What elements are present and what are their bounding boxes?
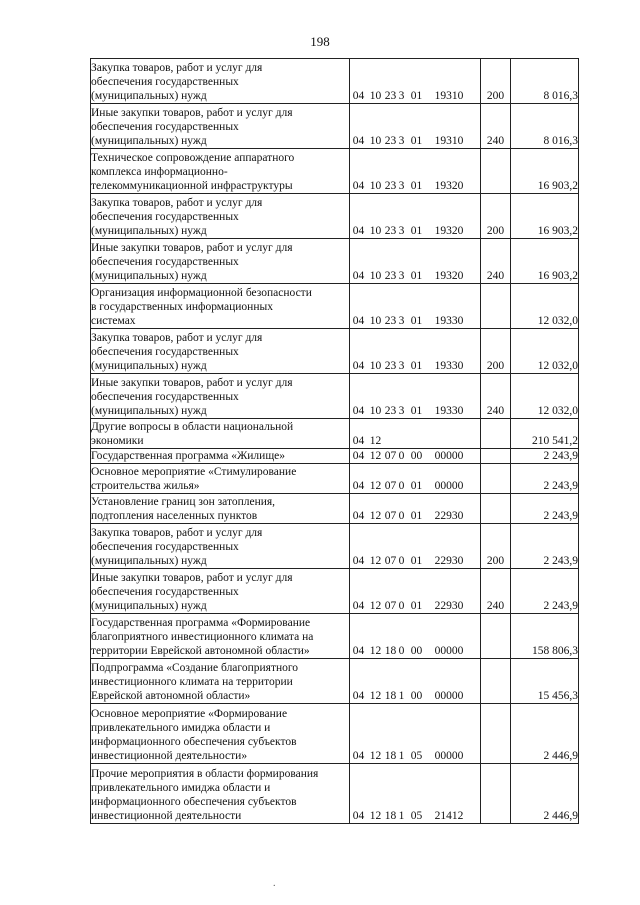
section-code: 04 bbox=[352, 405, 365, 417]
expense-type-code bbox=[481, 659, 511, 704]
amount-value: 12 032,0 bbox=[511, 329, 579, 374]
section-code: 04 bbox=[352, 690, 365, 702]
direction-code: 22930 bbox=[434, 510, 464, 522]
classification-code bbox=[350, 569, 481, 614]
amount-value: 16 903,2 bbox=[511, 239, 579, 284]
table-row bbox=[91, 449, 579, 464]
subprogram-code: 3 bbox=[398, 135, 405, 147]
table-row bbox=[91, 569, 579, 614]
item-name: Основное мероприятие «Стимулирование строительства жилья» bbox=[91, 464, 350, 494]
direction-code: 19310 bbox=[434, 135, 464, 147]
classification-code bbox=[350, 194, 481, 239]
expense-type-code bbox=[481, 764, 511, 824]
subsection-code: 12 bbox=[369, 750, 382, 762]
subprogram-code: 1 bbox=[398, 750, 405, 762]
main-event-code: 05 bbox=[410, 750, 423, 762]
amount-value: 16 903,2 bbox=[511, 194, 579, 239]
section-code: 04 bbox=[352, 135, 365, 147]
expense-type-code: 240 bbox=[481, 374, 511, 419]
table-row bbox=[91, 419, 579, 449]
classification-code bbox=[350, 704, 481, 764]
amount-value: 12 032,0 bbox=[511, 374, 579, 419]
classification-code bbox=[350, 419, 481, 449]
table-row bbox=[91, 704, 579, 764]
item-name: Иные закупки товаров, работ и услуг для обеспечения государственных (муниципальных) нужд bbox=[91, 569, 350, 614]
direction-code: 00000 bbox=[434, 750, 464, 762]
program-code: 07 bbox=[384, 555, 397, 567]
classification-code bbox=[350, 374, 481, 419]
classification-code bbox=[350, 59, 481, 104]
section-code: 04 bbox=[352, 360, 365, 372]
amount-value: 15 456,3 bbox=[511, 659, 579, 704]
subsection-code: 12 bbox=[369, 480, 382, 492]
section-code: 04 bbox=[352, 600, 365, 612]
program-code: 23 bbox=[384, 225, 397, 237]
table-row bbox=[91, 149, 579, 194]
section-code: 04 bbox=[352, 450, 365, 462]
direction-code: 00000 bbox=[434, 645, 464, 657]
main-event-code: 01 bbox=[410, 270, 423, 282]
amount-value: 2 446,9 bbox=[511, 764, 579, 824]
direction-code: 00000 bbox=[434, 690, 464, 702]
direction-code: 00000 bbox=[434, 480, 464, 492]
main-event-code: 01 bbox=[410, 180, 423, 192]
subsection-code: 12 bbox=[369, 450, 382, 462]
main-event-code: 00 bbox=[410, 690, 423, 702]
main-event-code: 01 bbox=[410, 555, 423, 567]
subsection-code: 10 bbox=[369, 405, 382, 417]
expense-type-code: 200 bbox=[481, 59, 511, 104]
subprogram-code: 3 bbox=[398, 180, 405, 192]
section-code: 04 bbox=[352, 270, 365, 282]
table-row bbox=[91, 614, 579, 659]
main-event-code: 01 bbox=[410, 600, 423, 612]
classification-code bbox=[350, 494, 481, 524]
amount-value: 2 243,9 bbox=[511, 494, 579, 524]
subprogram-code: 3 bbox=[398, 405, 405, 417]
item-name: Другие вопросы в области национальной экономики bbox=[91, 419, 350, 449]
table-row bbox=[91, 284, 579, 329]
section-code: 04 bbox=[352, 435, 365, 447]
direction-code: 19320 bbox=[434, 225, 464, 237]
item-name: Государственная программа «Жилище» bbox=[91, 449, 350, 464]
table-row bbox=[91, 464, 579, 494]
expense-type-code bbox=[481, 284, 511, 329]
item-name: Закупка товаров, работ и услуг для обеспечения государственных (муниципальных) нужд bbox=[91, 329, 350, 374]
expense-type-code bbox=[481, 464, 511, 494]
classification-code bbox=[350, 449, 481, 464]
item-name: Организация информационной безопасности в государственных информационных системах bbox=[91, 284, 350, 329]
classification-code bbox=[350, 284, 481, 329]
main-event-code: 01 bbox=[410, 480, 423, 492]
program-code: 07 bbox=[384, 480, 397, 492]
program-code: 18 bbox=[384, 750, 397, 762]
table-row bbox=[91, 494, 579, 524]
expense-type-code: 240 bbox=[481, 104, 511, 149]
amount-value: 158 806,3 bbox=[511, 614, 579, 659]
item-name: Техническое сопровождение аппаратного комплекса информационно- телекоммуникационной инфраструктуры bbox=[91, 149, 350, 194]
item-name: Иные закупки товаров, работ и услуг для обеспечения государственных (муниципальных) нужд bbox=[91, 239, 350, 284]
table-row bbox=[91, 764, 579, 824]
item-name: Основное мероприятие «Формирование привлекательного имиджа области и информационного обеспечения субъектов инвестиционной деятельности» bbox=[91, 704, 350, 764]
subsection-code: 10 bbox=[369, 360, 382, 372]
expense-type-code bbox=[481, 419, 511, 449]
item-name: Иные закупки товаров, работ и услуг для обеспечения государственных (муниципальных) нужд bbox=[91, 374, 350, 419]
section-code: 04 bbox=[352, 645, 365, 657]
program-code: 23 bbox=[384, 270, 397, 282]
main-event-code: 00 bbox=[410, 450, 423, 462]
subsection-code: 10 bbox=[369, 90, 382, 102]
table-row bbox=[91, 59, 579, 104]
budget-table bbox=[90, 58, 579, 824]
expense-type-code bbox=[481, 614, 511, 659]
program-code: 23 bbox=[384, 405, 397, 417]
program-code: 23 bbox=[384, 180, 397, 192]
main-event-code: 00 bbox=[410, 645, 423, 657]
section-code: 04 bbox=[352, 810, 365, 822]
expense-type-code: 200 bbox=[481, 194, 511, 239]
table-row bbox=[91, 104, 579, 149]
amount-value: 2 446,9 bbox=[511, 704, 579, 764]
subprogram-code: 1 bbox=[398, 690, 405, 702]
program-code: 07 bbox=[384, 510, 397, 522]
expense-type-code: 200 bbox=[481, 524, 511, 569]
page-number: 198 bbox=[310, 34, 330, 49]
item-name: Установление границ зон затопления, подтопления населенных пунктов bbox=[91, 494, 350, 524]
main-event-code: 01 bbox=[410, 360, 423, 372]
main-event-code: 05 bbox=[410, 810, 423, 822]
direction-code: 19330 bbox=[434, 360, 464, 372]
table-row bbox=[91, 239, 579, 284]
program-code: 07 bbox=[384, 600, 397, 612]
program-code: 23 bbox=[384, 90, 397, 102]
expense-type-code: 200 bbox=[481, 329, 511, 374]
subprogram-code: 3 bbox=[398, 270, 405, 282]
subprogram-code: 0 bbox=[398, 480, 405, 492]
expense-type-code: 240 bbox=[481, 239, 511, 284]
subsection-code: 12 bbox=[369, 555, 382, 567]
classification-code bbox=[350, 464, 481, 494]
program-code: 23 bbox=[384, 360, 397, 372]
classification-code bbox=[350, 329, 481, 374]
main-event-code: 01 bbox=[410, 315, 423, 327]
direction-code: 21412 bbox=[434, 810, 464, 822]
classification-code bbox=[350, 764, 481, 824]
subprogram-code: 1 bbox=[398, 810, 405, 822]
subsection-code: 10 bbox=[369, 315, 382, 327]
direction-code: 19310 bbox=[434, 90, 464, 102]
program-code: 18 bbox=[384, 645, 397, 657]
expense-type-code bbox=[481, 449, 511, 464]
amount-value: 2 243,9 bbox=[511, 524, 579, 569]
item-name: Государственная программа «Формирование благоприятного инвестиционного климата на территории Еврейской автономной области» bbox=[91, 614, 350, 659]
amount-value: 2 243,9 bbox=[511, 449, 579, 464]
subsection-code: 12 bbox=[369, 690, 382, 702]
table-row bbox=[91, 524, 579, 569]
subprogram-code: 3 bbox=[398, 360, 405, 372]
amount-value: 12 032,0 bbox=[511, 284, 579, 329]
section-code: 04 bbox=[352, 480, 365, 492]
classification-code bbox=[350, 239, 481, 284]
main-event-code: 01 bbox=[410, 90, 423, 102]
subsection-code: 12 bbox=[369, 435, 382, 447]
amount-value: 8 016,3 bbox=[511, 59, 579, 104]
amount-value: 8 016,3 bbox=[511, 104, 579, 149]
item-name: Прочие мероприятия в области формирования привлекательного имиджа области и информационного обеспечения субъектов инвестиционной деятельности bbox=[91, 764, 350, 824]
subprogram-code: 0 bbox=[398, 450, 405, 462]
section-code: 04 bbox=[352, 225, 365, 237]
direction-code: 19320 bbox=[434, 270, 464, 282]
subprogram-code: 0 bbox=[398, 645, 405, 657]
subprogram-code: 3 bbox=[398, 225, 405, 237]
program-code: 18 bbox=[384, 810, 397, 822]
direction-code: 22930 bbox=[434, 555, 464, 567]
amount-value: 210 541,2 bbox=[511, 419, 579, 449]
section-code: 04 bbox=[352, 510, 365, 522]
section-code: 04 bbox=[352, 315, 365, 327]
item-name: Закупка товаров, работ и услуг для обеспечения государственных (муниципальных) нужд bbox=[91, 524, 350, 569]
expense-type-code bbox=[481, 704, 511, 764]
table-row bbox=[91, 374, 579, 419]
subprogram-code: 0 bbox=[398, 600, 405, 612]
subsection-code: 12 bbox=[369, 645, 382, 657]
expense-type-code bbox=[481, 149, 511, 194]
section-code: 04 bbox=[352, 180, 365, 192]
subsection-code: 12 bbox=[369, 600, 382, 612]
program-code: 07 bbox=[384, 450, 397, 462]
subsection-code: 10 bbox=[369, 270, 382, 282]
main-event-code: 01 bbox=[410, 510, 423, 522]
direction-code: 19330 bbox=[434, 315, 464, 327]
item-name: Иные закупки товаров, работ и услуг для обеспечения государственных (муниципальных) нужд bbox=[91, 104, 350, 149]
classification-code bbox=[350, 104, 481, 149]
item-name: Закупка товаров, работ и услуг для обеспечения государственных (муниципальных) нужд bbox=[91, 59, 350, 104]
main-event-code: 01 bbox=[410, 405, 423, 417]
subsection-code: 12 bbox=[369, 510, 382, 522]
subsection-code: 10 bbox=[369, 180, 382, 192]
table-row bbox=[91, 659, 579, 704]
direction-code: 22930 bbox=[434, 600, 464, 612]
section-code: 04 bbox=[352, 750, 365, 762]
subprogram-code: 0 bbox=[398, 555, 405, 567]
classification-code bbox=[350, 614, 481, 659]
amount-value: 16 903,2 bbox=[511, 149, 579, 194]
subprogram-code: 3 bbox=[398, 90, 405, 102]
table-row bbox=[91, 194, 579, 239]
page-mark: . bbox=[273, 878, 276, 889]
table-row bbox=[91, 329, 579, 374]
subsection-code: 10 bbox=[369, 225, 382, 237]
subprogram-code: 3 bbox=[398, 315, 405, 327]
program-code: 18 bbox=[384, 690, 397, 702]
program-code: 23 bbox=[384, 135, 397, 147]
program-code: 23 bbox=[384, 315, 397, 327]
subprogram-code: 0 bbox=[398, 510, 405, 522]
classification-code bbox=[350, 524, 481, 569]
amount-value: 2 243,9 bbox=[511, 464, 579, 494]
section-code: 04 bbox=[352, 555, 365, 567]
amount-value: 2 243,9 bbox=[511, 569, 579, 614]
item-name: Подпрограмма «Создание благоприятного инвестиционного климата на территории Еврейской автономной области» bbox=[91, 659, 350, 704]
main-event-code: 01 bbox=[410, 225, 423, 237]
direction-code: 00000 bbox=[434, 450, 464, 462]
classification-code bbox=[350, 149, 481, 194]
subsection-code: 10 bbox=[369, 135, 382, 147]
item-name: Закупка товаров, работ и услуг для обеспечения государственных (муниципальных) нужд bbox=[91, 194, 350, 239]
expense-type-code bbox=[481, 494, 511, 524]
main-event-code: 01 bbox=[410, 135, 423, 147]
section-code: 04 bbox=[352, 90, 365, 102]
direction-code: 19330 bbox=[434, 405, 464, 417]
subsection-code: 12 bbox=[369, 810, 382, 822]
classification-code bbox=[350, 659, 481, 704]
expense-type-code: 240 bbox=[481, 569, 511, 614]
direction-code: 19320 bbox=[434, 180, 464, 192]
